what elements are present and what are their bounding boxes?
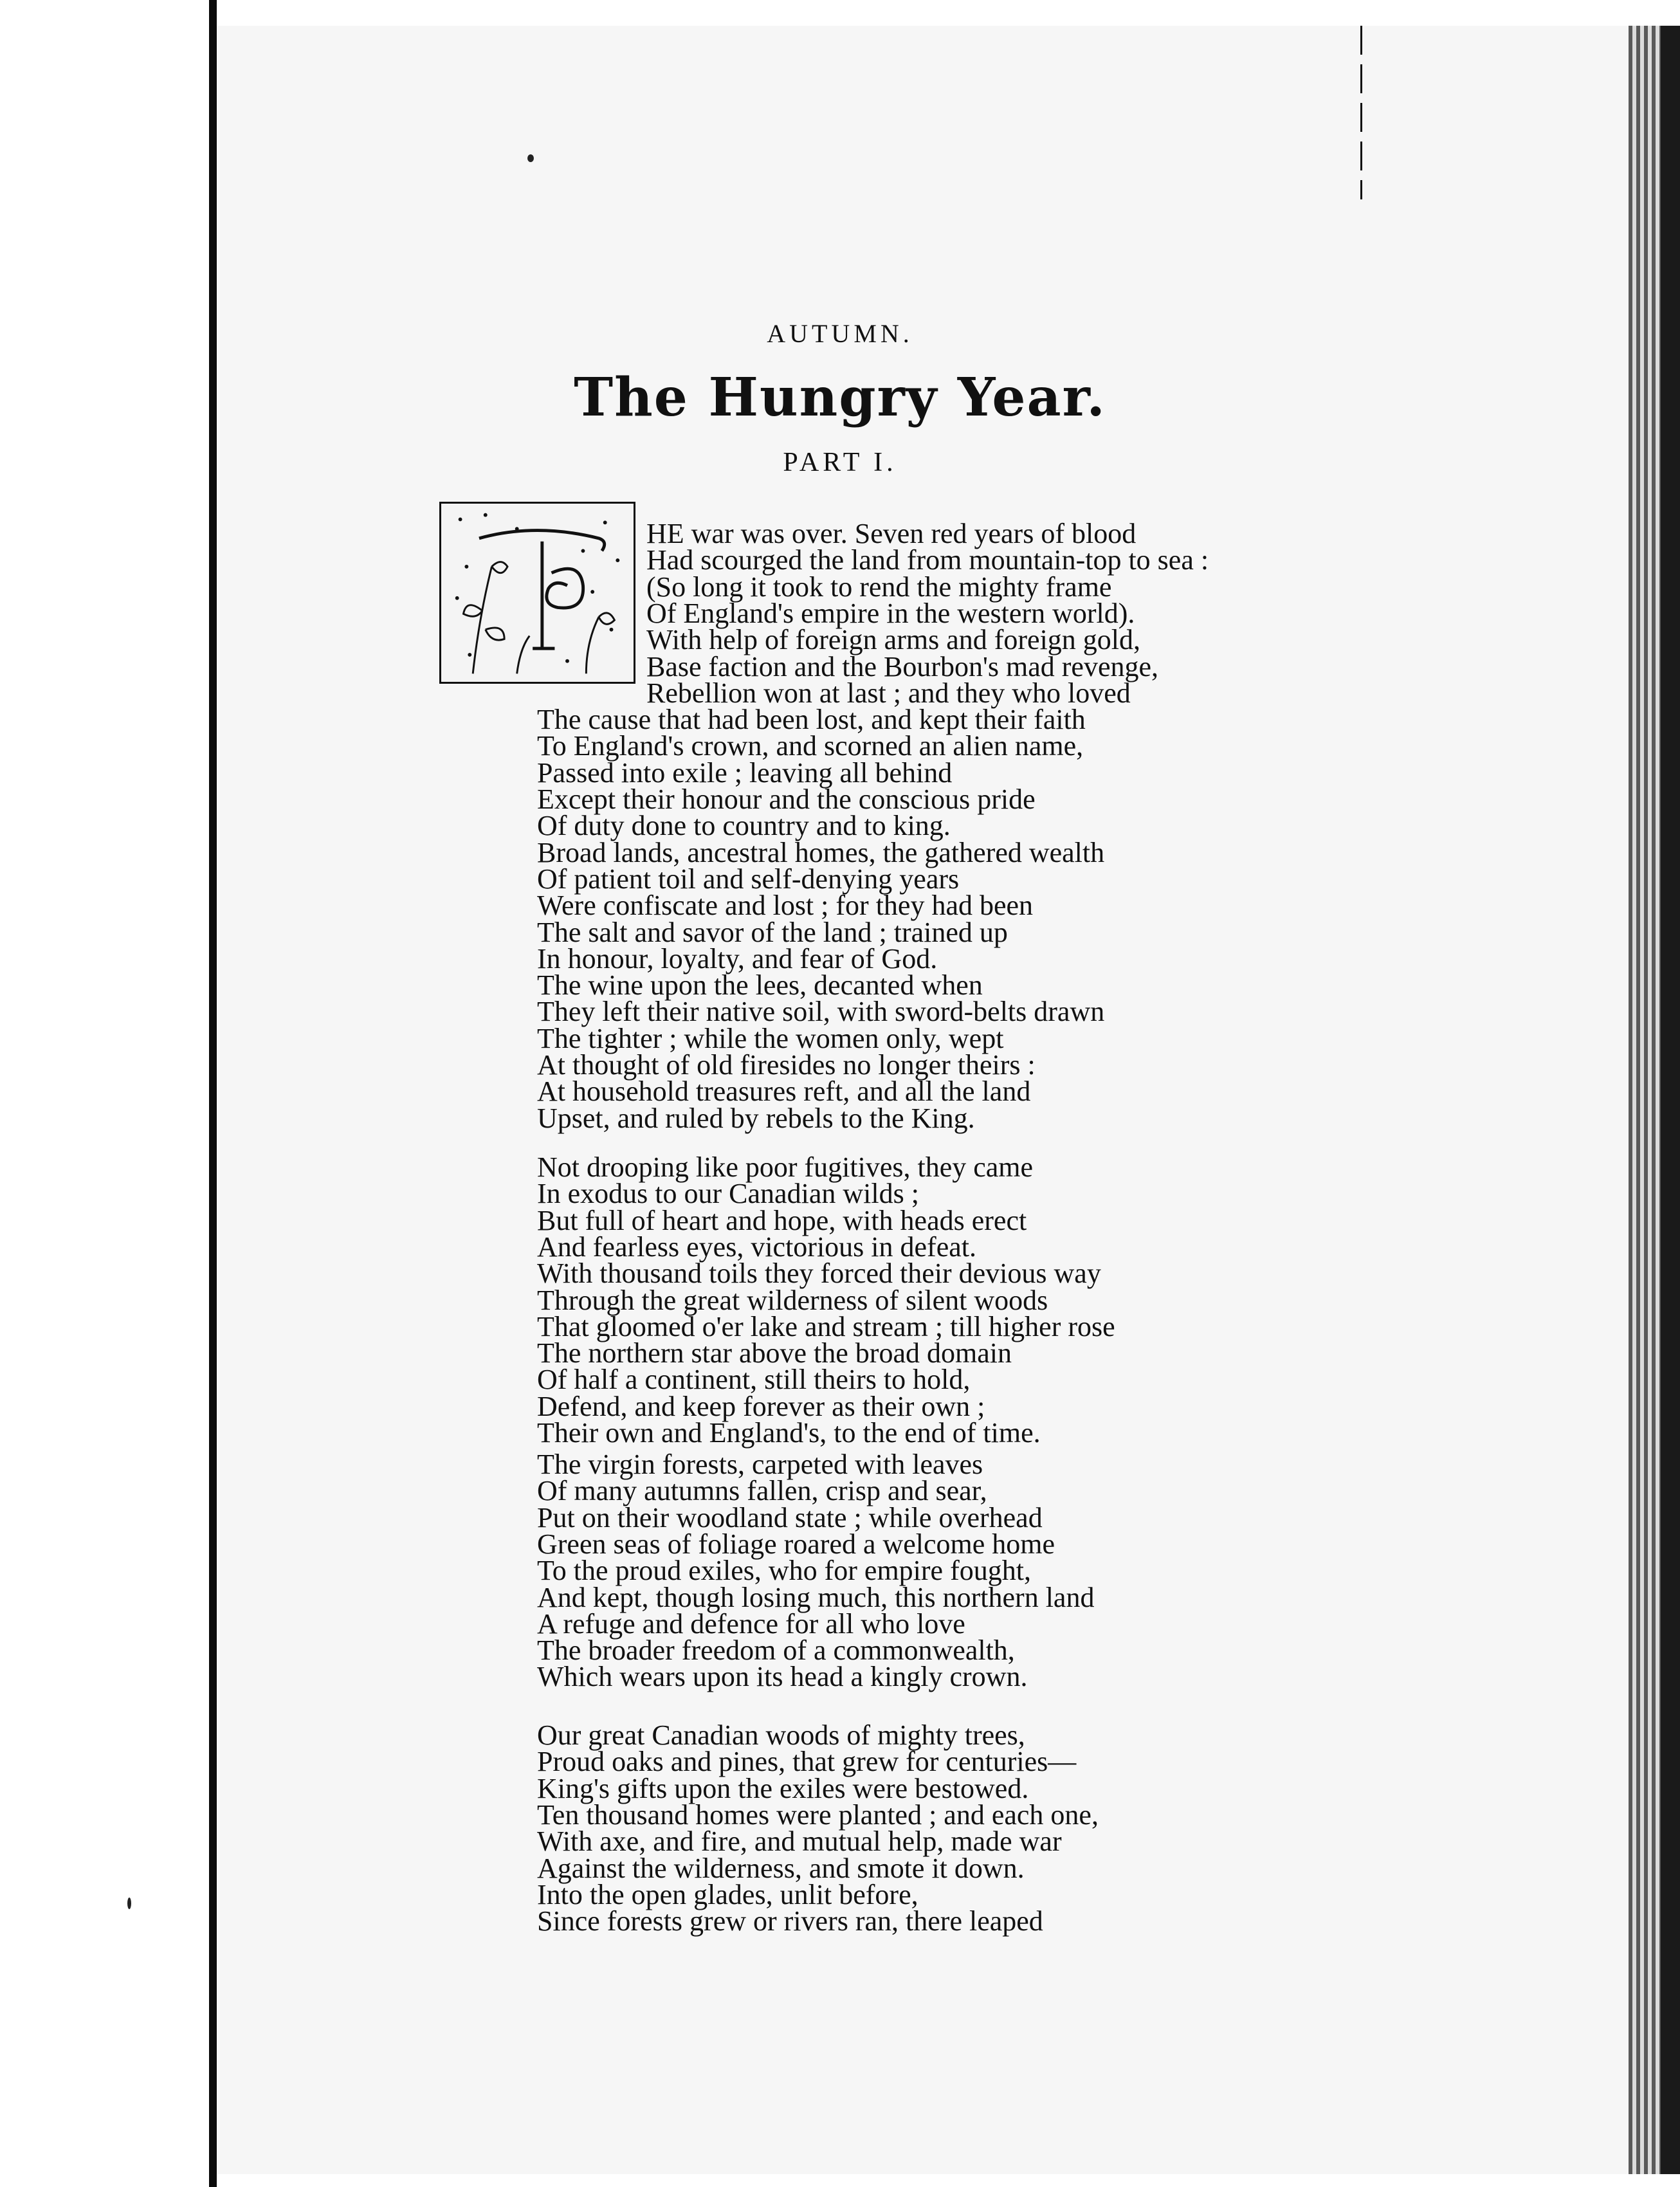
- floral-t-ornament-icon: [441, 504, 634, 682]
- poem-line: At thought of old firesides no longer theirs :: [537, 1049, 1036, 1081]
- poem-line: Proud oaks and pines, that grew for centuries—: [537, 1746, 1077, 1778]
- section-heading: AUTUMN.: [767, 319, 913, 348]
- poem-line: Broad lands, ancestral homes, the gathered wealth: [537, 836, 1105, 868]
- poem-line: The tighter ; while the women only, wept: [537, 1022, 1004, 1054]
- poem-line: Defend, and keep forever as their own ;: [537, 1390, 985, 1422]
- ink-spot: [127, 1898, 131, 1909]
- poem-line: Ten thousand homes were planted ; and each one,: [537, 1798, 1099, 1831]
- poem-line: Of many autumns fallen, crisp and sear,: [537, 1475, 987, 1507]
- poem-line: In honour, loyalty, and fear of God.: [537, 942, 938, 975]
- poem-title: The Hungry Year.: [574, 367, 1106, 428]
- poem-line: (So long it took to rend the mighty frame: [646, 571, 1112, 603]
- poem-line: Their own and England's, to the end of time.: [537, 1417, 1041, 1449]
- poem-line: Put on their woodland state ; while overhead: [537, 1501, 1043, 1533]
- part-heading: PART I.: [783, 448, 897, 477]
- poem-line: Had scourged the land from mountain-top to sea :: [646, 544, 1209, 576]
- ink-spot: [527, 154, 534, 162]
- poem-line: The salt and savor of the land ; trained up: [537, 916, 1008, 948]
- poem-line: Since forests grew or rivers ran, there leaped: [537, 1905, 1043, 1937]
- poem-line: To England's crown, and scorned an alien name,: [537, 730, 1084, 762]
- poem-line: At household treasures reft, and all the land: [537, 1075, 1031, 1108]
- poem-line: Not drooping like poor fugitives, they came: [537, 1151, 1034, 1183]
- poem-line: With thousand toils they forced their devious way: [537, 1258, 1101, 1290]
- poem-line: Rebellion won at last ; and they who loved: [646, 677, 1131, 709]
- bleed-mark: [1360, 26, 1362, 199]
- poem-line: Into the open glades, unlit before,: [537, 1878, 918, 1910]
- poem-line: Which wears upon its head a kingly crown.: [537, 1661, 1028, 1693]
- poem-line: Of England's empire in the western world).: [646, 597, 1135, 629]
- poem-line: And kept, though losing much, this northern land: [537, 1581, 1095, 1613]
- poem-line: Of patient toil and self-denying years: [537, 863, 960, 895]
- poem-line: With help of foreign arms and foreign gold,: [646, 624, 1141, 656]
- poem-line: They left their native soil, with sword-belts drawn: [537, 996, 1105, 1028]
- poem-line: A refuge and defence for all who love: [537, 1607, 965, 1640]
- ornamental-dropcap: [439, 502, 635, 684]
- poem-line: Green seas of foliage roared a welcome home: [537, 1528, 1055, 1560]
- poem-line: That gloomed o'er lake and stream ; till higher rose: [537, 1310, 1115, 1342]
- poem-line: Of duty done to country and to king.: [537, 810, 951, 842]
- poem-line: The wine upon the lees, decanted when: [537, 969, 983, 1002]
- poem-line: The virgin forests, carpeted with leaves: [537, 1449, 983, 1480]
- poem-line: The cause that had been lost, and kept their faith: [537, 704, 1086, 736]
- poem-line: The broader freedom of a commonwealth,: [537, 1634, 1015, 1667]
- poem-line: To the proud exiles, who for empire fought,: [537, 1555, 1031, 1587]
- poem-line: King's gifts upon the exiles were bestowed.: [537, 1772, 1029, 1804]
- poem-line: Upset, and ruled by rebels to the King.: [537, 1102, 975, 1134]
- poem-line: Against the wilderness, and smote it down.: [537, 1852, 1025, 1884]
- poem-line: Of half a continent, still theirs to hold,: [537, 1364, 971, 1396]
- poem-line: Except their honour and the conscious pride: [537, 783, 1036, 815]
- poem-line: HE war was over. Seven red years of blood: [646, 518, 1137, 549]
- poem-line: Were confiscate and lost ; for they had been: [537, 890, 1034, 922]
- poem-line: The northern star above the broad domain: [537, 1337, 1012, 1369]
- poem-line: But full of heart and hope, with heads erect: [537, 1204, 1027, 1236]
- poem-line: Through the great wilderness of silent woods: [537, 1284, 1048, 1316]
- poem-line: Our great Canadian woods of mighty trees,: [537, 1719, 1025, 1751]
- poem-line: And fearless eyes, victorious in defeat.: [537, 1231, 976, 1263]
- poem-line: With axe, and fire, and mutual help, made war: [537, 1826, 1062, 1858]
- poem-line: Passed into exile ; leaving all behind: [537, 756, 953, 789]
- poem-line: Base faction and the Bourbon's mad revenge,: [646, 650, 1159, 682]
- poem-line: In exodus to our Canadian wilds ;: [537, 1178, 919, 1210]
